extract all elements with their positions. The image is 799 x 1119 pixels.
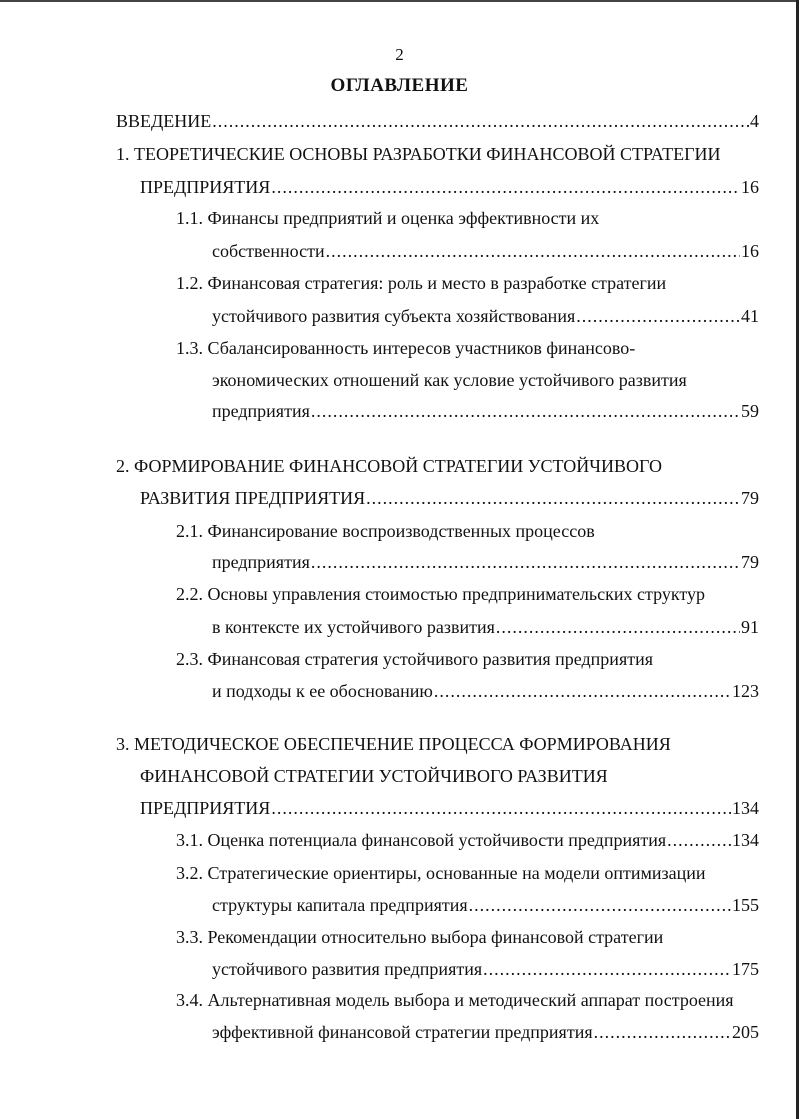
toc-entry-section-3-3 — [212, 958, 759, 980]
toc-entry-section-1-3 — [212, 400, 759, 422]
toc-entry-chapter-3 — [140, 797, 759, 819]
toc-entry-chapter-2 — [140, 487, 759, 509]
toc-entry-text: ВВЕДЕНИЕ — [116, 111, 212, 131]
toc-entry-text: устойчивого развития предприятия — [212, 959, 483, 979]
toc-chapter-1-title: 1. ТЕОРЕТИЧЕСКИЕ ОСНОВЫ РАЗРАБОТКИ ФИНАНСОВОЙ СТРАТЕГИИ — [116, 144, 721, 164]
toc-page-number: 155 — [732, 895, 759, 915]
toc-section-1-3-title-cont: экономических отношений как условие устойчивого развития — [212, 370, 687, 390]
leader-dots — [496, 616, 740, 638]
toc-entry-section-1-1 — [212, 240, 759, 262]
toc-entry-text: предприятия — [212, 401, 310, 421]
toc-entry-intro — [116, 110, 759, 132]
toc-section-1-1-title: 1.1. Финансы предприятий и оценка эффективности их — [176, 208, 600, 228]
toc-entry-section-2-1 — [212, 551, 759, 573]
toc-entry-section-3-1 — [176, 829, 759, 851]
toc-entry-section-2-2 — [212, 616, 759, 638]
toc-entry-text: эффективной финансовой стратегии предприятия — [212, 1022, 593, 1042]
toc-entry-text: устойчивого развития субъекта хозяйствования — [212, 306, 576, 326]
toc-section-2-3-title: 2.3. Финансовая стратегия устойчивого развития предприятия — [176, 649, 653, 669]
leader-dots — [434, 680, 731, 702]
leader-dots — [366, 487, 740, 509]
toc-page-number: 79 — [741, 488, 759, 508]
leader-dots — [311, 551, 740, 573]
toc-page-number: 16 — [741, 177, 759, 197]
toc-entry-text: ПРЕДПРИЯТИЯ — [140, 177, 271, 197]
toc-page-number: 134 — [732, 830, 759, 850]
leader-dots — [326, 240, 740, 262]
leader-dots — [271, 176, 740, 198]
leader-dots — [667, 829, 731, 851]
toc-page-number: 16 — [741, 241, 759, 261]
toc-entry-text: собственности — [212, 241, 325, 261]
toc-chapter-2-title: 2. ФОРМИРОВАНИЕ ФИНАНСОВОЙ СТРАТЕГИИ УСТОЙЧИВОГО — [116, 456, 662, 476]
leader-dots — [271, 797, 731, 819]
leader-dots — [576, 305, 740, 327]
toc-entry-text: РАЗВИТИЯ ПРЕДПРИЯТИЯ — [140, 488, 366, 508]
toc-page-number: 123 — [732, 681, 759, 701]
toc-entry-section-1-2 — [212, 305, 759, 327]
toc-page-number: 91 — [741, 617, 759, 637]
leader-dots — [311, 400, 740, 422]
toc-entry-text: в контексте их устойчивого развития — [212, 617, 495, 637]
toc-entry-chapter-1 — [140, 176, 759, 198]
toc-entry-text: предприятия — [212, 552, 310, 572]
page-number: 2 — [395, 45, 404, 64]
leader-dots — [594, 1021, 731, 1043]
toc-entry-section-3-4 — [212, 1021, 759, 1043]
toc-page-number: 134 — [732, 798, 759, 818]
toc-section-1-3-title: 1.3. Сбалансированность интересов участников финансово- — [176, 338, 636, 358]
toc-section-3-2-title: 3.2. Стратегические ориентиры, основанные на модели оптимизации — [176, 863, 706, 883]
toc-entry-text: структуры капитала предприятия — [212, 895, 468, 915]
leader-dots — [483, 958, 731, 980]
toc-section-3-4-title: 3.4. Альтернативная модель выбора и методический аппарат построения — [176, 990, 734, 1010]
toc-entry-text: 3.1. Оценка потенциала финансовой устойчивости предприятия — [176, 830, 667, 850]
toc-page-number: 59 — [741, 401, 759, 421]
toc-page-number: 41 — [741, 306, 759, 326]
toc-entry-text: ПРЕДПРИЯТИЯ — [140, 798, 271, 818]
toc-section-2-2-title: 2.2. Основы управления стоимостью предпринимательских структур — [176, 584, 705, 604]
scan-edge-top — [0, 0, 799, 2]
toc-entry-section-2-3 — [212, 680, 759, 702]
toc-section-2-1-title: 2.1. Финансирование воспроизводственных процессов — [176, 521, 595, 541]
toc-page-number: 175 — [732, 959, 759, 979]
toc-chapter-3-title: 3. МЕТОДИЧЕСКОЕ ОБЕСПЕЧЕНИЕ ПРОЦЕССА ФОРМИРОВАНИЯ — [116, 734, 671, 754]
toc-page-number: 79 — [741, 552, 759, 572]
leader-dots — [212, 110, 749, 132]
toc-section-3-3-title: 3.3. Рекомендации относительно выбора финансовой стратегии — [176, 927, 664, 947]
toc-entry-text: и подходы к ее обоснованию — [212, 681, 433, 701]
toc-chapter-3-title-cont: ФИНАНСОВОЙ СТРАТЕГИИ УСТОЙЧИВОГО РАЗВИТИЯ — [140, 766, 608, 786]
page-title: ОГЛАВЛЕНИЕ — [330, 75, 469, 96]
toc-entry-section-3-2 — [212, 894, 759, 916]
toc-page-number: 205 — [732, 1022, 759, 1042]
toc-page-number: 4 — [750, 111, 759, 131]
leader-dots — [469, 894, 731, 916]
toc-section-1-2-title: 1.2. Финансовая стратегия: роль и место в разработке стратегии — [176, 273, 667, 293]
